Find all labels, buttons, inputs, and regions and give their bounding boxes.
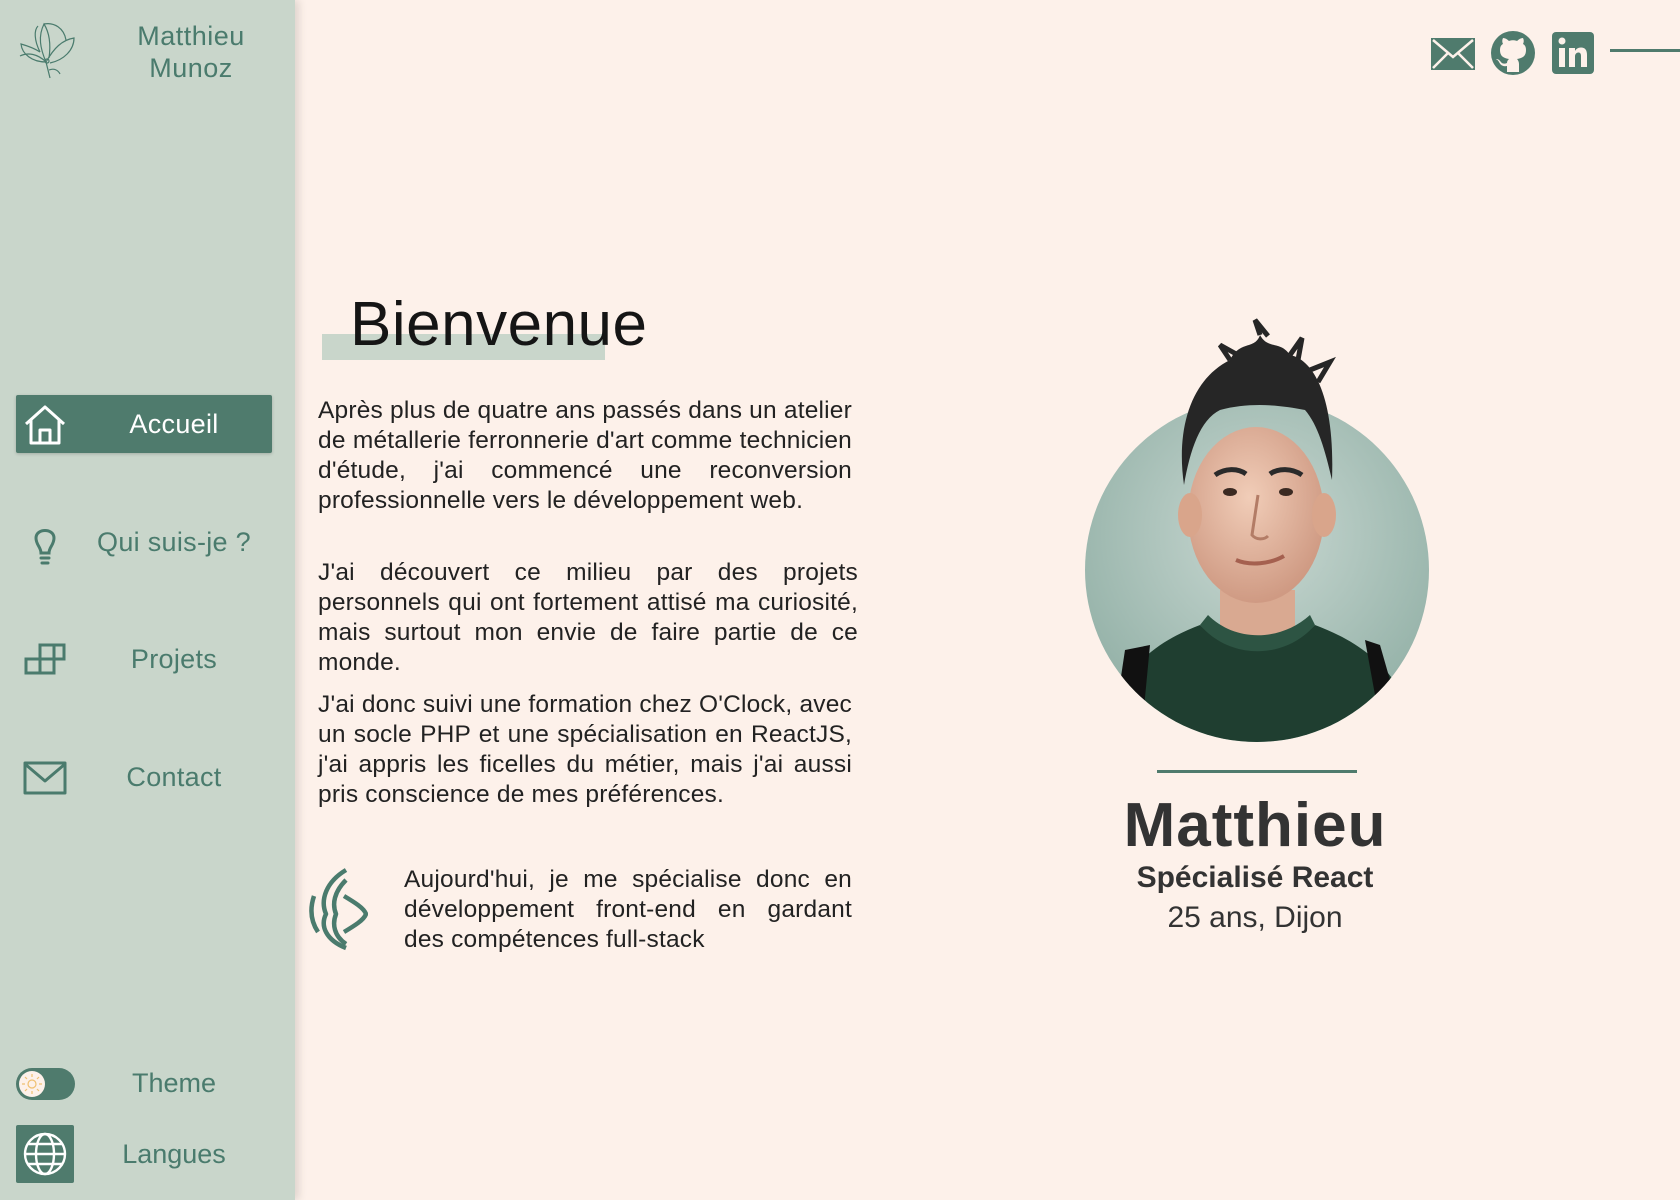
languages-setting [16, 1125, 272, 1183]
email-link[interactable] [1430, 30, 1476, 76]
profile-portrait [1080, 310, 1440, 742]
profile-info: 25 ans, Dijon [1167, 901, 1343, 934]
sidebar [0, 0, 295, 1200]
intro-paragraph-3: J'ai donc suivi une formation chez O'Clock, avec un socle PHP et une spécialisation en ReactJS, j'ai appris les ficelles du métier, mais j'ai aussi pris conscience de mes préférences. [318, 691, 852, 808]
page-title: Bienvenue [350, 290, 648, 359]
nav-label-projets: Projets [130, 644, 218, 674]
nav-item-contact[interactable] [16, 748, 272, 806]
linkedin-icon [1550, 30, 1596, 76]
lotus-icon [306, 866, 368, 952]
blocks-icon [22, 637, 68, 683]
flower-logo-icon [16, 18, 82, 82]
linkedin-link[interactable] [1550, 30, 1596, 76]
brand-last-name: Munoz [149, 53, 233, 83]
home-icon [22, 402, 68, 448]
globe-icon [16, 1125, 74, 1183]
nav-label-qui-suis-je: Qui suis-je ? [97, 527, 251, 557]
brand-name [96, 20, 286, 84]
theme-toggle[interactable] [16, 1068, 75, 1100]
theme-label: Theme [131, 1068, 217, 1098]
profile-role: Spécialisé React [1136, 861, 1374, 894]
languages-button[interactable] [16, 1125, 74, 1183]
intro-paragraph-4: Aujourd'hui, je me spécialise donc en développement front-end en gardant des compétences full-stack [404, 866, 852, 953]
nav-label-contact: Contact [126, 762, 222, 792]
github-link[interactable] [1490, 30, 1536, 76]
nav-item-qui-suis-je[interactable] [16, 513, 272, 571]
toggle-knob [19, 1071, 45, 1097]
brand-first-name: Matthieu [137, 21, 245, 51]
nav-item-accueil[interactable] [16, 395, 272, 453]
profile-divider [1157, 770, 1357, 773]
lightbulb-icon [22, 520, 68, 566]
profile-photo [1080, 310, 1440, 742]
github-icon [1490, 30, 1536, 76]
social-links [1420, 26, 1680, 78]
nav-label-accueil: Accueil [129, 409, 219, 439]
languages-label: Langues [122, 1139, 226, 1169]
nav-item-projets[interactable] [16, 630, 272, 688]
intro-paragraph-1: Après plus de quatre ans passés dans un atelier de métallerie ferronnerie d'art comme technicien d'étude, j'ai commencé une reconversion professionnelle vers le développement web. [318, 397, 852, 514]
profile-name: Matthieu [1123, 791, 1387, 860]
sun-icon [19, 1071, 45, 1097]
theme-setting [16, 1054, 272, 1112]
brand[interactable] [16, 18, 281, 88]
mail-icon [1430, 30, 1476, 76]
mail-icon [22, 755, 68, 801]
welcome-heading [322, 290, 682, 370]
intro-paragraph-2: J'ai découvert ce milieu par des projets personnels qui ont fortement attisé ma curiosité, mais surtout mon envie de faire partie de ce monde. [318, 559, 858, 676]
decorative-line [1610, 49, 1680, 52]
